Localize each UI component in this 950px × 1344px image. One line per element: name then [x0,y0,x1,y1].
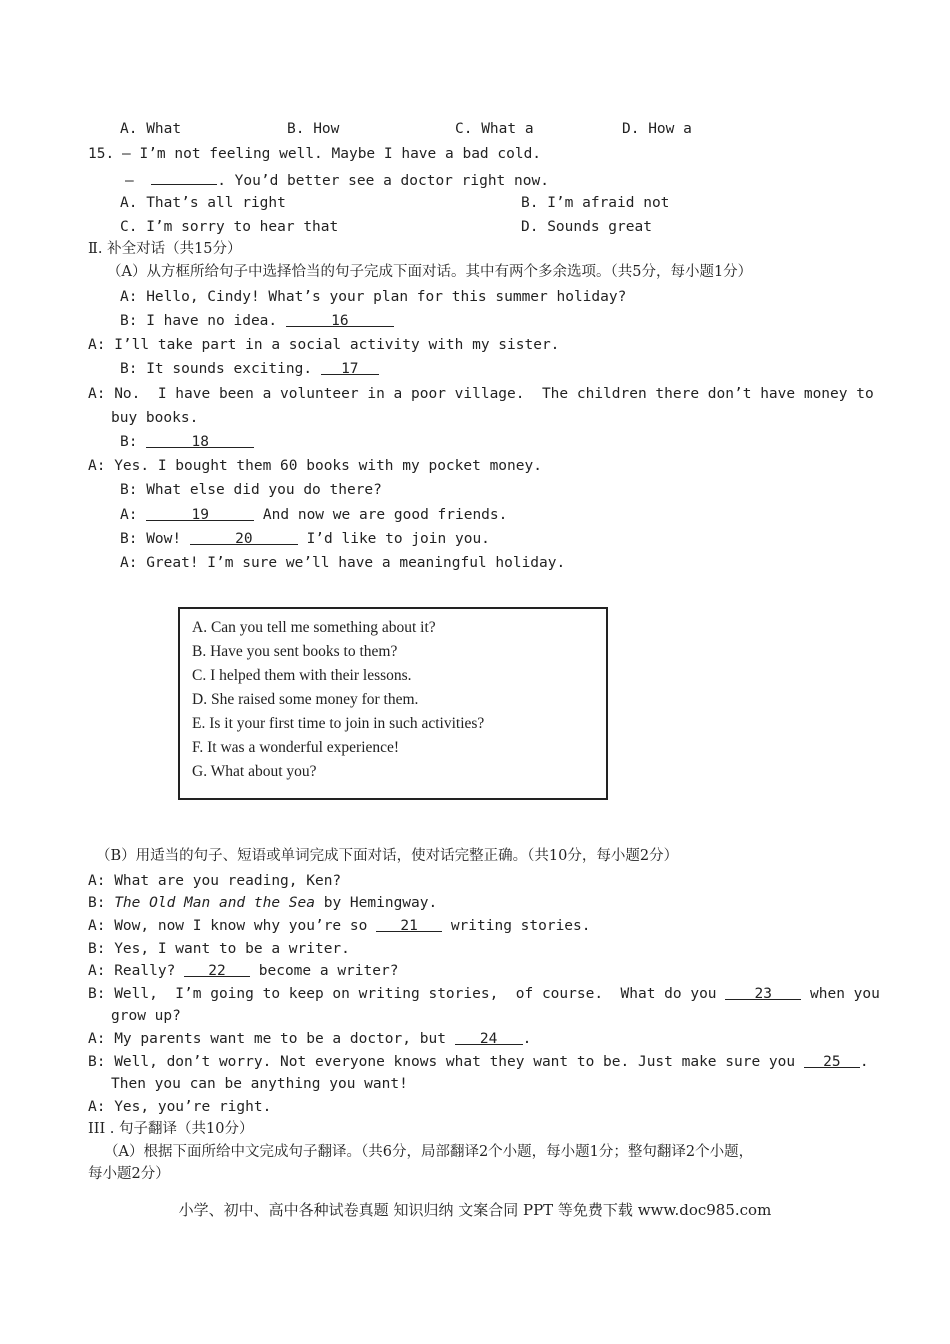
dialogue-line-6-speaker: B: [120,434,138,450]
dialogue-line-6 [120,433,254,451]
dialogueB-line-3-text: A: Wow, now I know why you’re so [88,918,377,934]
dialogue-line-9-rest: And now we are good friends. [254,507,508,523]
blank-16: 16 [286,312,394,327]
blank-18: 18 [146,433,254,448]
blank-21: 21 [376,917,442,932]
dialogue-line-11: A: Great! I’m sure we’ll have a meaningful holiday. [120,555,566,571]
dialogue-line-2-text: B: I have no idea. [120,313,278,329]
section2-title: Ⅱ. 补全对话（共15分） [88,241,242,257]
q15-line2-rest: . You’d better see a doctor right now. [217,173,549,189]
blank-25: 25 [804,1053,860,1068]
box-option-f: F. It was a wonderful experience! [192,739,400,756]
section2-partB-instructions: （B）用适当的句子、短语或单词完成下面对话，使对话完整正确。（共10分，每小题2分） [96,848,679,864]
dialogue-line-10 [120,530,490,548]
blank-22: 22 [184,962,250,977]
page-footer: 小学、初中、高中各种试卷真题 知识归纳 文案合同 PPT 等免费下载 www.doc985.com [178,1201,772,1219]
dialogue-line-5: A: No. I have been a volunteer in a poor village. The children there don’t have money to [88,386,874,402]
dialogueB-line-8 [88,1053,869,1071]
box-option-e: E. Is it your first time to join in such activities? [192,715,485,732]
section3-title: III . 句子翻译（共10分） [88,1121,254,1137]
box-option-c: C. I helped them with their lessons. [192,667,412,684]
blank-19: 19 [146,506,254,521]
dialogue-line-10-rest: I’d like to join you. [297,531,490,547]
dialogueB-line-8-text: B: Well, don’t worry. Not everyone knows what they want to be. Just make sure you [88,1054,804,1070]
box-option-b: B. Have you sent books to them? [192,643,398,660]
dialogueB-line-6 [88,985,880,1003]
dialogue-line-2 [120,312,394,330]
dialogue-line-4-text: B: It sounds exciting. [120,361,313,377]
dialogue-line-9 [120,506,507,524]
q14-option-b: B. How [287,121,340,137]
box-option-d: D. She raised some money for them. [192,691,419,708]
dialogueB-line-2-rest: by Hemingway. [315,895,438,911]
dialogueB-line-4: B: Yes, I want to be a writer. [88,941,350,957]
dialogueB-line-8-cont: Then you can be anything you want! [111,1076,408,1092]
blank-23: 23 [725,985,801,1000]
dialogueB-line-5-rest: become a writer? [250,963,399,979]
section3-partA-instructions-cont: 每小题2分） [88,1166,170,1182]
dialogueB-line-2 [88,894,437,912]
q15-line2 [125,170,549,190]
dialogueB-line-7 [88,1030,531,1048]
q15-number: 15. [88,146,115,162]
box-option-g: G. What about you? [192,763,317,780]
book-title: The Old Man and the Sea [114,895,315,911]
section3-partA-instructions: （A）根据下面所给中文完成句子翻译。（共6分，局部翻译2个小题，每小题1分；整句翻译2个小题， [104,1144,754,1160]
section2-partA-instructions: （A）从方框所给句子中选择恰当的句子完成下面对话。其中有两个多余选项。（共5分，每小题1分） [107,264,753,280]
dialogueB-line-5 [88,962,398,980]
q15-option-c: C. I’m sorry to hear that [120,219,339,235]
dialogue-line-7: A: Yes. I bought them 60 books with my pocket money. [88,458,542,474]
dialogue-line-1: A: Hello, Cindy! What’s your plan for this summer holiday? [120,289,627,305]
q15-option-d: D. Sounds great [521,219,652,235]
dialogueB-line-6-rest: when you [801,986,880,1002]
q15-option-a: A. That’s all right [120,195,286,211]
dialogueB-line-3-rest: writing stories. [442,918,591,934]
dialogueB-line-7-text: A: My parents want me to be a doctor, but [88,1031,455,1047]
options-box [178,607,608,800]
blank-17: 17 [321,360,379,375]
dialogueB-line-7-rest: . [522,1031,532,1047]
dialogueB-line-1: A: What are you reading, Ken? [88,873,342,889]
q15-line1: – I’m not feeling well. Maybe I have a bad cold. [122,146,542,162]
q15-dash: – [125,173,134,189]
blank-20: 20 [190,530,298,545]
dialogueB-line-6-text: B: Well, I’m going to keep on writing stories, of course. What do you [88,986,726,1002]
dialogueB-line-3 [88,917,591,935]
blank-24: 24 [455,1030,523,1045]
dialogueB-line-8-rest: . [859,1054,869,1070]
dialogueB-line-9: A: Yes, you’re right. [88,1099,272,1115]
dialogue-line-4 [120,360,379,378]
box-option-a: A. Can you tell me something about it? [192,619,436,636]
q14-option-d: D. How a [622,121,692,137]
dialogue-line-3: A: I’ll take part in a social activity with my sister. [88,337,560,353]
dialogueB-line-6-cont: grow up? [111,1008,181,1024]
dialogue-line-8: B: What else did you do there? [120,482,382,498]
dialogue-line-10-text: B: Wow! [120,531,182,547]
q14-option-a: A. What [120,121,182,137]
dialogueB-line-2-speaker: B: [88,895,115,911]
q14-option-c: C. What a [455,121,534,137]
q15-blank [151,170,217,185]
q15-option-b: B. I’m afraid not [521,195,670,211]
dialogue-line-5-cont: buy books. [111,410,199,426]
dialogue-line-9-speaker: A: [120,507,138,523]
dialogueB-line-5-text: A: Really? [88,963,185,979]
